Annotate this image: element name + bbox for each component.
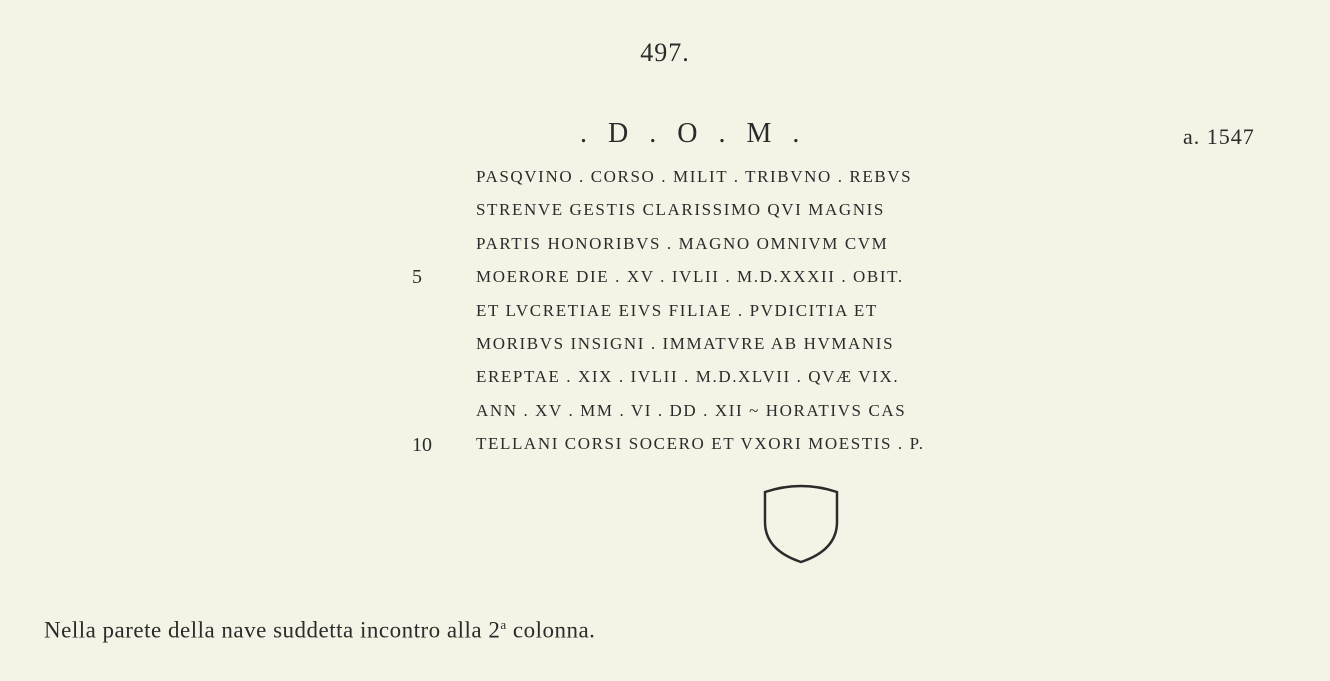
inscription-line-7: EREPTAE . XIX . IVLII . M.D.XLVII . QVÆ VIX. <box>476 367 900 387</box>
inscription-line-2: STRENVE GESTIS CLARISSIMO QVI MAGNIS <box>476 200 885 220</box>
footnote-superscript: a <box>500 617 507 632</box>
footnote-text: Nella parete della nave suddetta incontro alla 2 <box>44 617 501 643</box>
footnote <box>44 617 595 644</box>
inscription-line-5: ET LVCRETIAE EIVS FILIAE . PVDICITIA ET <box>476 300 878 320</box>
inscription-line-4: MOERORE DIE . XV . IVLII . M.D.XXXII . OBIT. <box>476 267 904 287</box>
page-number: 497. <box>640 38 690 67</box>
inscription-text <box>476 160 1136 461</box>
inscription-line-6: MORIBVS INSIGNI . IMMATVRE AB HVMANIS <box>476 333 895 353</box>
line-number-10: 10 <box>412 434 432 456</box>
line-number-5: 5 <box>412 266 422 288</box>
inscription-line-3: PARTIS HONORIBVS . MAGNO OMNIVM CVM <box>476 233 889 253</box>
footnote-suffix: colonna. <box>506 617 596 643</box>
inscription-line-1: PASQVINO . CORSO . MILIT . TRIBVNO . REBVS <box>476 167 913 186</box>
inscription-date: a. 1547 <box>1183 124 1255 149</box>
inscription-line-9: TELLANI CORSI SOCERO ET VXORI MOESTIS . P. <box>476 434 925 454</box>
shield-icon <box>761 482 841 566</box>
inscription-heading: . D . O . M . <box>580 118 800 149</box>
inscription-line-8: ANN . XV . MM . VI . DD . XII ~ HORATIVS CAS <box>476 400 907 420</box>
